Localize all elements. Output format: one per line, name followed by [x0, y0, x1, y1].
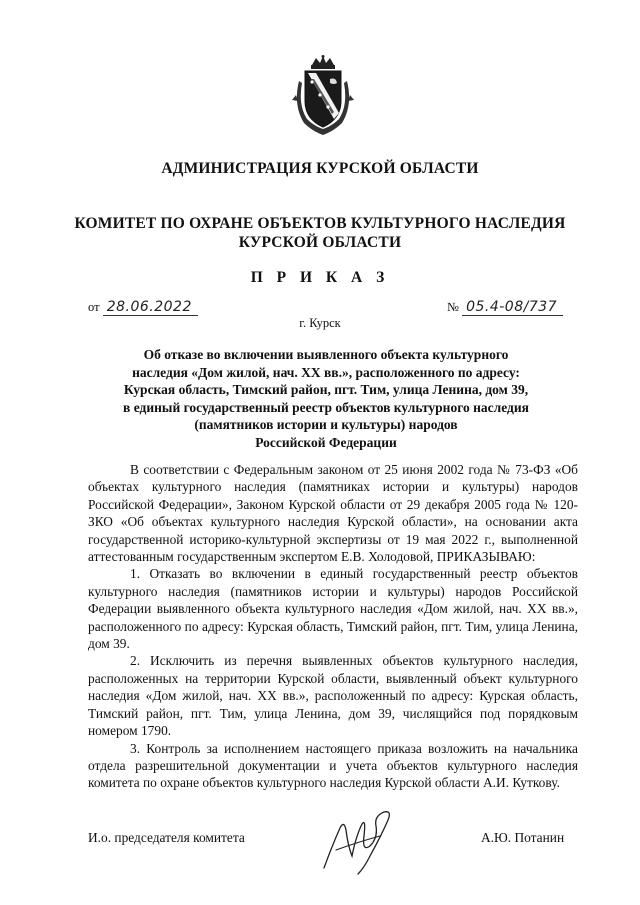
- city-label: г. Курск: [299, 316, 341, 330]
- subject-line: в единый государственный реестр объектов культурного наследия: [123, 399, 529, 415]
- committee-title: [0, 214, 640, 252]
- committee-title-line2: КУРСКОЙ ОБЛАСТИ: [238, 234, 402, 251]
- order-number: [447, 299, 563, 315]
- subject-line: (памятников истории и культуры) народов: [194, 417, 458, 433]
- order-body: [88, 461, 578, 792]
- subject-line: Российской Федерации: [255, 434, 397, 450]
- number-prefix: №: [447, 300, 459, 314]
- order-subject: [100, 346, 552, 452]
- preamble-paragraph: В соответствии с Федеральным законом от 25 июня 2002 года № 73-ФЗ «Об объектах культурного наследия (памятниках истории и культуры) народов Российской Федерации», Законом Курской области от 29 декабря 2005 года № 120-ЗКО «Об объектах культурного наследия Курской области», на основании акта государственной историко-культурной экспертизы от 19 мая 2022 г., выполненной аттестованным государственным экспертом Е.В. Холодовой, ПРИКАЗЫВАЮ:: [88, 462, 578, 565]
- handwritten-date: 28.06.2022: [103, 299, 198, 316]
- handwritten-signature: [318, 806, 396, 878]
- signatory-name: А.Ю. Потанин: [481, 830, 565, 845]
- administration-title: АДМИНИСТРАЦИЯ КУРСКОЙ ОБЛАСТИ: [161, 160, 479, 177]
- subject-line: Курская область, Тимский район, пгт. Тим, улица Ленина, дом 39,: [123, 382, 529, 398]
- committee-title-line1: КОМИТЕТ ПО ОХРАНЕ ОБЪЕКТОВ КУЛЬТУРНОГО НАСЛЕДИЯ: [74, 215, 566, 232]
- subject-line: Об отказе во включении выявленного объекта культурного: [143, 347, 509, 362]
- order-item-2: 2. Исключить из перечня выявленных объектов культурного наследия, расположенных на территории Курской области, выявленный объект культурного наследия «Дом жилой, нач. XX вв.», расположенный по адресу: Курская область, Тимский район, пгт. Тим, улица Ленина, дом 39, числящийся под порядковым номером 1790.: [88, 653, 578, 739]
- order-item-3: 3. Контроль за исполнением настоящего приказа возложить на начальника отдела разрешительной документации и учета объектов культурного наследия комитета по охране объектов культурного наследия Курской области А.И. Куткову.: [88, 740, 578, 791]
- document-type-heading: П Р И К А З: [250, 269, 390, 286]
- handwritten-number: 05.4-08/737: [462, 299, 563, 316]
- coat-of-arms-icon: [290, 55, 356, 137]
- order-item-1: 1. Отказать во включении в единый государственный реестр объектов культурного наследия (памятников истории и культуры) народов Российской Федерации выявленного объекта культурного наследия «Дом жилой, нач. XX вв.», расположенного по адресу: Курская область, Тимский район, пгт. Тим, улица Ленина, дом 39.: [88, 566, 578, 652]
- order-date: [88, 299, 198, 315]
- signatory-position: И.о. председателя комитета: [88, 830, 245, 845]
- date-prefix: от: [88, 300, 100, 314]
- subject-line: наследия «Дом жилой, нач. XX вв.», расположенного по адресу:: [132, 364, 520, 380]
